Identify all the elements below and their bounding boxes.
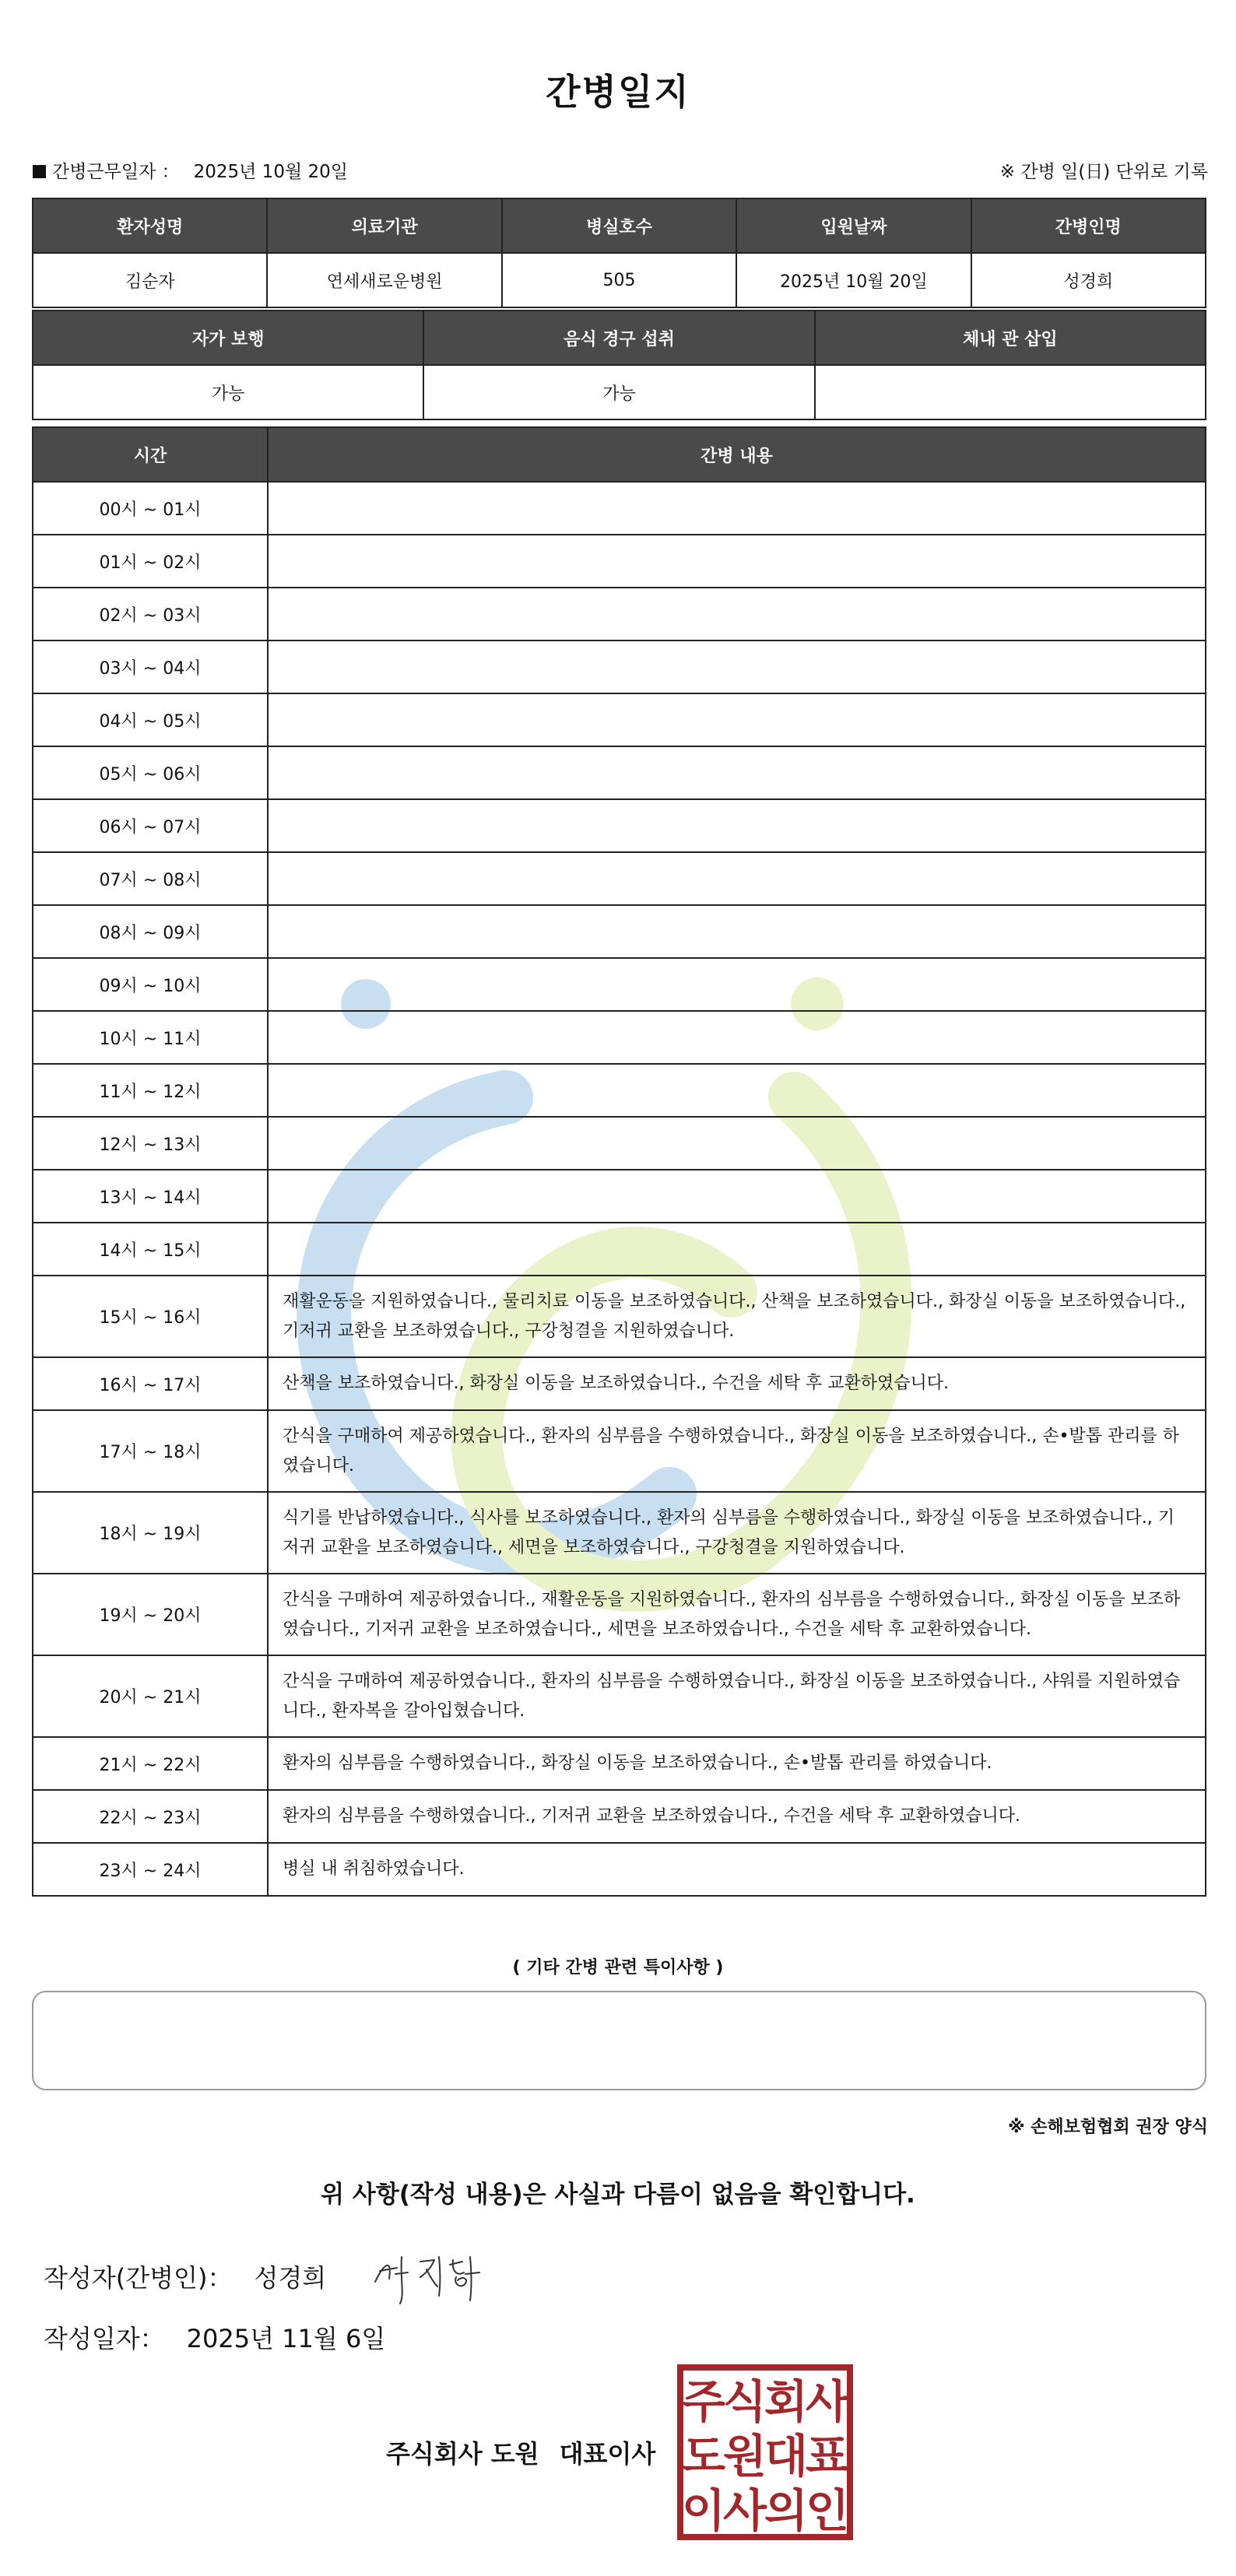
header-hospital: 의료기관 xyxy=(267,198,501,253)
duty-date-label: 간병근무일자 ： xyxy=(52,162,180,182)
log-content xyxy=(268,1223,1206,1276)
log-row xyxy=(33,535,1206,588)
header-time: 시간 xyxy=(33,427,268,482)
log-time: 04시 ~ 05시 xyxy=(33,693,268,746)
handwritten-signature xyxy=(366,2234,498,2311)
log-content xyxy=(268,905,1206,958)
log-content: 재활운동을 지원하였습니다., 물리치료 이동을 보조하였습니다., 산책을 보조하였습니다., 화장실 이동을 보조하였습니다., 기저귀 교환을 보조하였습니다., 구강청결을 지원하였습니다. xyxy=(268,1276,1206,1357)
admission-date: 2025년 10월 20일 xyxy=(736,253,971,307)
writer-name: 성경희 xyxy=(254,2263,327,2293)
self-walking-value: 가능 xyxy=(33,365,423,419)
seal-character: 도 xyxy=(681,2430,726,2483)
log-content: 간식을 구매하여 제공하였습니다., 재활운동을 지원하였습니다., 환자의 심부름을 수행하였습니다., 화장실 이동을 보조하였습니다., 기저귀 교환을 보조하였습니다., 세면을 보조하였습니다., 수건을 세탁 후 교환하였습니다. xyxy=(268,1574,1206,1655)
seal-character: 이 xyxy=(681,2484,726,2537)
log-rows xyxy=(33,482,1206,1896)
page-title: 간병일지 xyxy=(546,71,690,113)
log-row xyxy=(33,482,1206,535)
log-time: 14시 ~ 15시 xyxy=(33,1223,268,1276)
hospital-name: 연세새로운병원 xyxy=(267,253,501,307)
writer-line xyxy=(44,2258,326,2294)
log-content: 병실 내 취침하였습니다. xyxy=(268,1843,1206,1896)
log-time: 10시 ~ 11시 xyxy=(33,1011,268,1064)
seal-character: 인 xyxy=(805,2484,850,2537)
log-time: 22시 ~ 23시 xyxy=(33,1790,268,1843)
log-row xyxy=(33,1170,1206,1223)
log-time: 16시 ~ 17시 xyxy=(33,1357,268,1410)
patient-name: 김순자 xyxy=(33,253,267,307)
log-time: 11시 ~ 12시 xyxy=(33,1064,268,1117)
header-self-walking: 자가 보행 xyxy=(33,311,423,365)
log-content xyxy=(268,693,1206,746)
writer-label: 작성자(간병인)： xyxy=(44,2263,233,2293)
seal-character: 주 xyxy=(681,2375,726,2428)
log-row xyxy=(33,588,1206,640)
log-time: 03시 ~ 04시 xyxy=(33,640,268,693)
remarks-box xyxy=(32,1991,1206,2090)
log-content: 산책을 보조하였습니다., 화장실 이동을 보조하였습니다., 수건을 세탁 후 교환하였습니다. xyxy=(268,1357,1206,1410)
patient-status-table xyxy=(32,310,1206,420)
log-time: 07시 ~ 08시 xyxy=(33,852,268,905)
log-time: 12시 ~ 13시 xyxy=(33,1117,268,1170)
log-time: 15시 ~ 16시 xyxy=(33,1276,268,1357)
log-content: 간식을 구매하여 제공하였습니다., 환자의 심부름을 수행하였습니다., 화장실 이동을 보조하였습니다., 손•발톱 관리를 하였습니다. xyxy=(268,1410,1206,1492)
seal-character: 사 xyxy=(805,2375,850,2428)
log-content xyxy=(268,1170,1206,1223)
log-content: 환자의 심부름을 수행하였습니다., 화장실 이동을 보조하였습니다., 손•발톱 관리를 하였습니다. xyxy=(268,1737,1206,1790)
header-patient-name: 환자성명 xyxy=(33,198,267,253)
log-time: 20시 ~ 21시 xyxy=(33,1655,268,1737)
log-content xyxy=(268,640,1206,693)
log-row xyxy=(33,1410,1206,1492)
log-row xyxy=(33,1492,1206,1574)
log-content xyxy=(268,588,1206,640)
header-room-number: 병실호수 xyxy=(502,198,736,253)
remarks-title: ( 기타 간병 관련 특이사항 ) xyxy=(512,1958,724,1978)
log-content xyxy=(268,852,1206,905)
caregiver-name: 성경희 xyxy=(971,253,1206,307)
log-row xyxy=(33,693,1206,746)
record-unit-note: ※ 간병 일(日) 단위로 기록 xyxy=(999,162,1208,182)
log-content xyxy=(268,482,1206,535)
seal-character: 원 xyxy=(722,2430,767,2483)
recommended-form-note: ※ 손해보험협회 권장 양식 xyxy=(1008,2118,1208,2137)
header-care-content: 간병 내용 xyxy=(268,427,1206,482)
log-time: 08시 ~ 09시 xyxy=(33,905,268,958)
seal-character: 식 xyxy=(722,2375,767,2428)
log-content xyxy=(268,1117,1206,1170)
log-row xyxy=(33,1357,1206,1410)
duty-date-line xyxy=(33,157,348,183)
log-row xyxy=(33,799,1206,852)
header-oral-intake: 음식 경구 섭취 xyxy=(423,311,814,365)
log-time: 13시 ~ 14시 xyxy=(33,1170,268,1223)
log-row xyxy=(33,958,1206,1011)
seal-character: 회 xyxy=(764,2375,809,2428)
log-row xyxy=(33,905,1206,958)
seal-character: 사 xyxy=(722,2484,767,2537)
header-tube-insertion: 체내 관 삽입 xyxy=(815,311,1206,365)
log-row xyxy=(33,746,1206,799)
log-time: 01시 ~ 02시 xyxy=(33,535,268,588)
company-line xyxy=(386,2434,655,2470)
header-admission-date: 입원날짜 xyxy=(736,198,971,253)
log-time: 17시 ~ 18시 xyxy=(33,1410,268,1492)
log-content xyxy=(268,535,1206,588)
seal-character: 의 xyxy=(764,2484,809,2537)
log-content: 간식을 구매하여 제공하였습니다., 환자의 심부름을 수행하였습니다., 화장실 이동을 보조하였습니다., 샤워를 지원하였습니다., 환자복을 갈아입혔습니다. xyxy=(268,1655,1206,1737)
written-date-value: 2025년 11월 6일 xyxy=(186,2324,386,2353)
tube-insertion-value xyxy=(815,365,1206,419)
log-time: 02시 ~ 03시 xyxy=(33,588,268,640)
hourly-care-log-table xyxy=(32,426,1206,1897)
seal-character: 대 xyxy=(764,2430,809,2483)
log-row xyxy=(33,640,1206,693)
log-time: 23시 ~ 24시 xyxy=(33,1843,268,1896)
log-content xyxy=(268,1064,1206,1117)
log-time: 06시 ~ 07시 xyxy=(33,799,268,852)
patient-info-table xyxy=(32,198,1206,308)
company-ceo-title: 대표이사 xyxy=(559,2439,656,2469)
log-time: 19시 ~ 20시 xyxy=(33,1574,268,1655)
log-time: 00시 ~ 01시 xyxy=(33,482,268,535)
log-row xyxy=(33,1276,1206,1357)
log-time: 09시 ~ 10시 xyxy=(33,958,268,1011)
log-row xyxy=(33,1790,1206,1843)
square-bullet-icon xyxy=(33,165,46,178)
company-seal-stamp xyxy=(677,2364,853,2540)
log-content: 환자의 심부름을 수행하였습니다., 기저귀 교환을 보조하였습니다., 수건을 세탁 후 교환하였습니다. xyxy=(268,1790,1206,1843)
log-content: 식기를 반납하였습니다., 식사를 보조하였습니다., 환자의 심부름을 수행하였습니다., 화장실 이동을 보조하였습니다., 기저귀 교환을 보조하였습니다., 세면을 보조하였습니다., 구강청결을 지원하였습니다. xyxy=(268,1492,1206,1574)
log-row xyxy=(33,852,1206,905)
log-content xyxy=(268,799,1206,852)
company-name: 주식회사 도원 xyxy=(386,2439,539,2469)
log-row xyxy=(33,1011,1206,1064)
log-row xyxy=(33,1737,1206,1790)
confirmation-statement: 위 사항(작성 내용)은 사실과 다름이 없음을 확인합니다. xyxy=(321,2181,915,2209)
written-date-line xyxy=(44,2319,385,2355)
header-caregiver-name: 간병인명 xyxy=(971,198,1206,253)
log-content xyxy=(268,746,1206,799)
seal-character: 표 xyxy=(805,2430,850,2483)
log-row xyxy=(33,1655,1206,1737)
log-time: 21시 ~ 22시 xyxy=(33,1737,268,1790)
oral-intake-value: 가능 xyxy=(423,365,814,419)
log-row xyxy=(33,1843,1206,1896)
log-row xyxy=(33,1574,1206,1655)
log-row xyxy=(33,1117,1206,1170)
log-row xyxy=(33,1223,1206,1276)
log-row xyxy=(33,1064,1206,1117)
written-date-label: 작성일자： xyxy=(44,2324,165,2353)
log-content xyxy=(268,958,1206,1011)
log-time: 18시 ~ 19시 xyxy=(33,1492,268,1574)
log-time: 05시 ~ 06시 xyxy=(33,746,268,799)
duty-date-value: 2025년 10월 20일 xyxy=(193,162,348,182)
log-content xyxy=(268,1011,1206,1064)
room-number: 505 xyxy=(502,253,736,307)
